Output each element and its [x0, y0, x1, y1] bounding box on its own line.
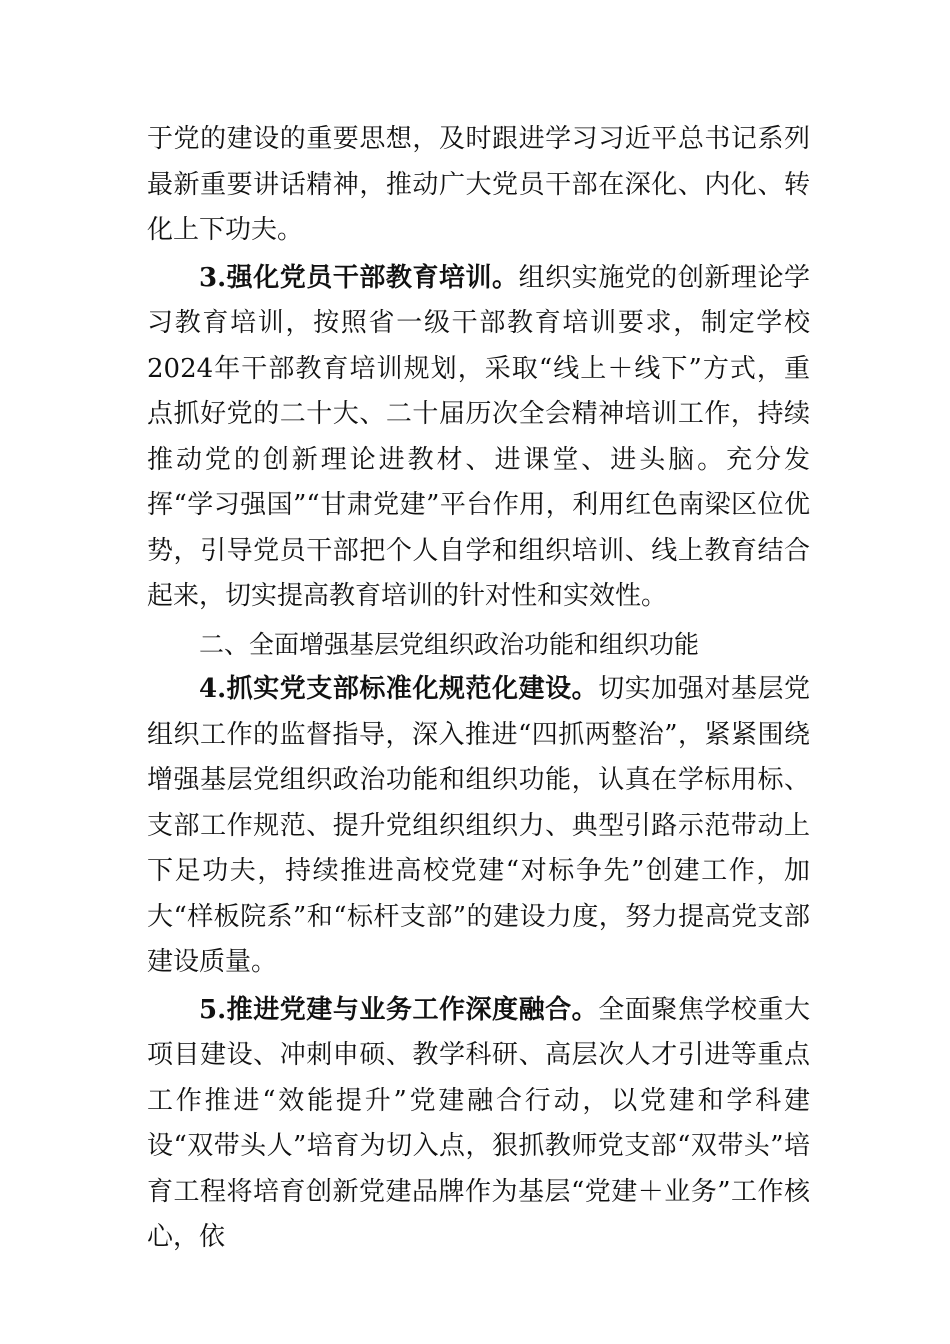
paragraph-item-3	[147, 256, 810, 620]
paragraph-item-4	[147, 667, 810, 986]
section-heading: 二、全面增强基层党组织政治功能和组织功能	[199, 629, 700, 659]
paragraph-text: 全面聚焦学校重大项目建设、冲刺申硕、教学科研、高层次人才引进等重点工作推进“效能提升”党建融合行动，以党建和学科建设“双带头人”培育为切入点，狠抓教师党支部“双带头”培育工程将培育创新党建品牌作为基层“党建＋业务”工作核心，依	[147, 994, 810, 1252]
paragraph-text: 组织实施党的创新理论学习教育培训，按照省一级干部教育培训要求，制定学校2024年干部教育培训规划，采取“线上＋线下”方式，重点抓好党的二十大、二十届历次全会精神培训工作，持续推动党的创新理论进教材、进课堂、进头脑。充分发挥“学习强国”“甘肃党建”平台作用，利用红色南梁区位优势，引导党员干部把个人自学和组织培训、线上教育结合起来，切实提高教育培训的针对性和实效性。	[147, 262, 810, 611]
paragraph-lead-title: 5.推进党建与业务工作深度融合。	[199, 994, 599, 1025]
paragraph-continuation	[147, 117, 810, 254]
document-body	[147, 117, 810, 1261]
paragraph-lead-title: 3.强化党员干部教育培训。	[199, 262, 519, 293]
paragraph-item-5	[147, 988, 810, 1261]
paragraph-text: 切实加强对基层党组织工作的监督指导，深入推进“四抓两整治”，紧紧围绕增强基层党组织政治功能和组织功能，认真在学标用标、支部工作规范、提升党组织组织力、典型引路示范带动上下足功夫，持续推进高校党建“对标争先”创建工作，加大“样板院系”和“标杆支部”的建设力度，努力提高党支部建设质量。	[147, 674, 810, 977]
paragraph-lead-title: 4.抓实党支部标准化规范化建设。	[199, 674, 599, 704]
paragraph-text: 于党的建设的重要思想，及时跟进学习习近平总书记系列最新重要讲话精神，推动广大党员干部在深化、内化、转化上下功夫。	[147, 124, 810, 245]
